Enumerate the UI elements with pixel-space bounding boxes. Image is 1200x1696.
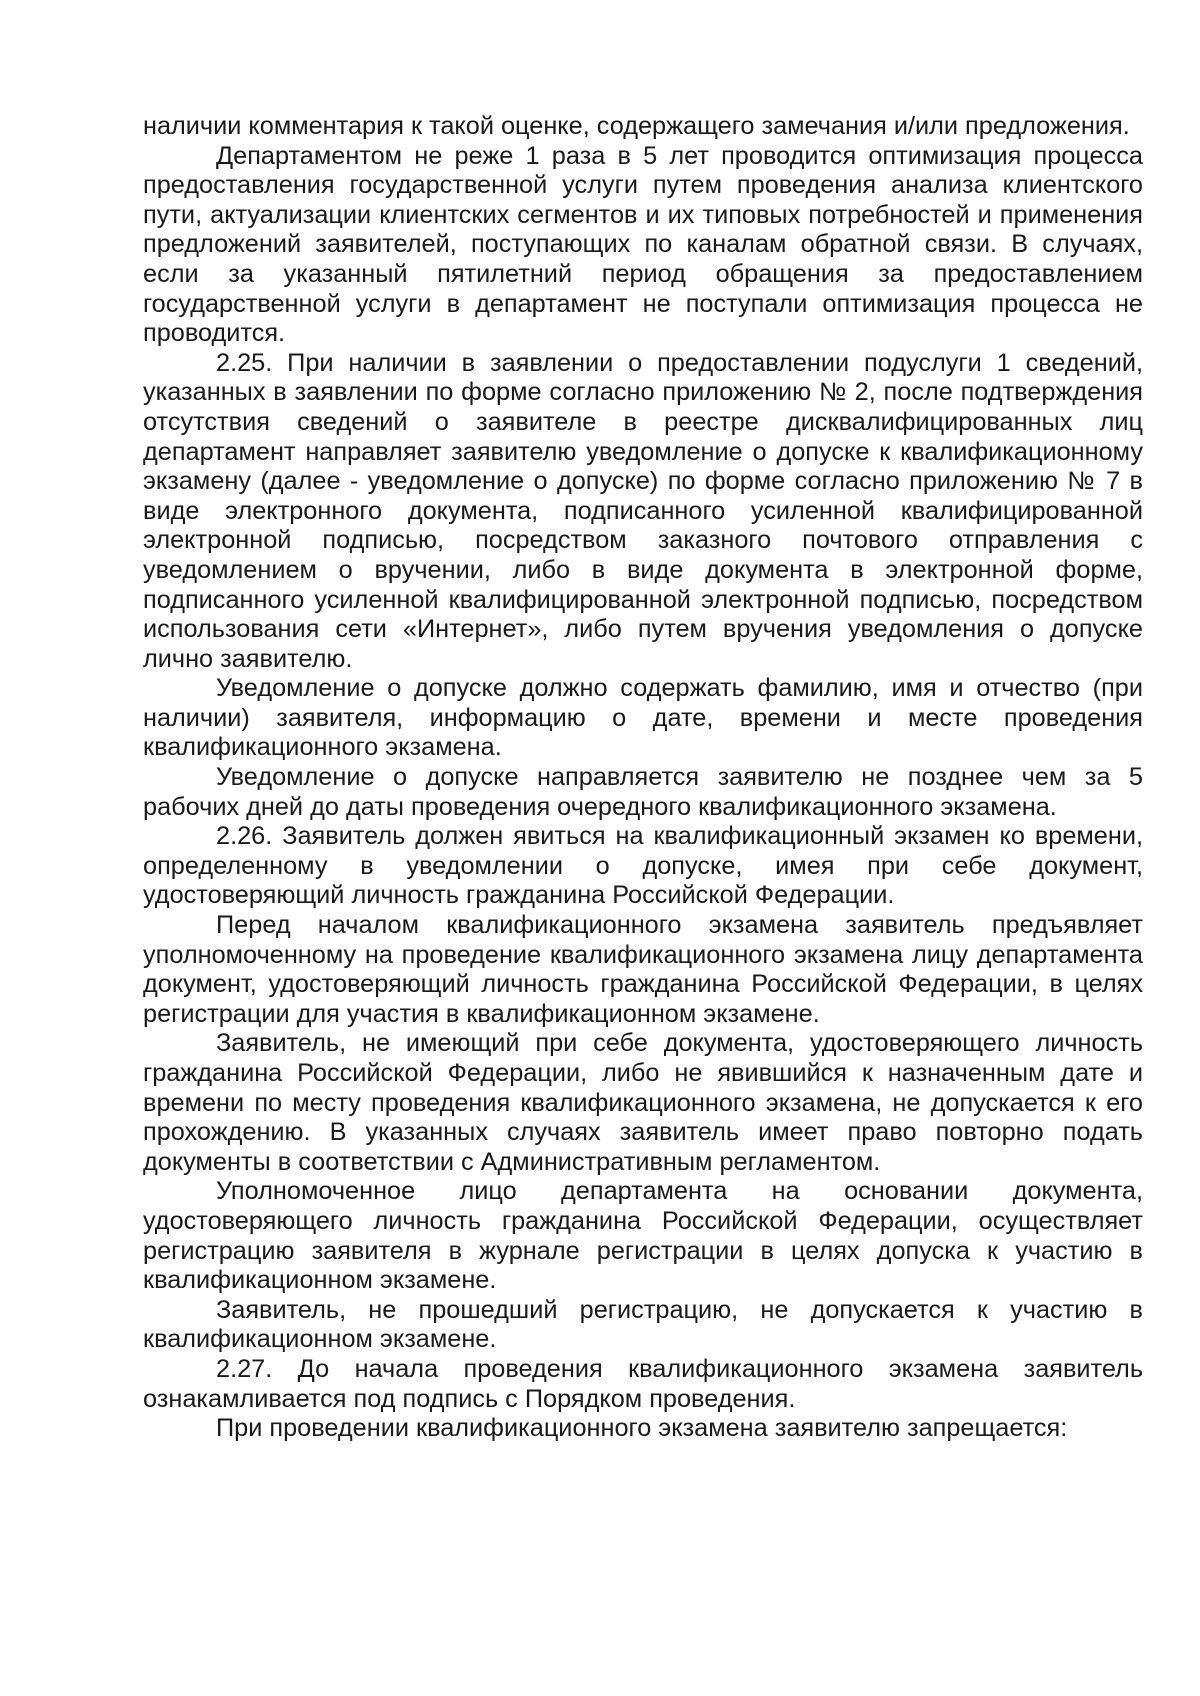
paragraph-9: Уполномоченное лицо департамента на основании документа, удостоверяющего личность гражданина Российской Федерации, осуществляет регистрацию заявителя в журнале регистрации в целях допуска к участию в квалификационном экзамене. <box>143 1177 1143 1295</box>
paragraph-4: Уведомление о допуске должно содержать фамилию, имя и отчество (при наличии) заявителя, информацию о дате, времени и месте проведения квалификационного экзамена. <box>143 674 1143 762</box>
paragraph-12: При проведении квалификационного экзамена заявителю запрещается: <box>216 1414 1068 1443</box>
paragraph-6: 2.26. Заявитель должен явиться на квалификационный экзамен ко времени, определенному в уведомлении о допуске, имея при себе документ, удостоверяющий личность гражданина Российской Федерации. <box>143 822 1143 910</box>
document-page <box>143 112 1143 1444</box>
paragraph-11: 2.27. До начала проведения квалификационного экзамена заявитель ознакамливается под подпись с Порядком проведения. <box>143 1354 1143 1413</box>
paragraph-8: Заявитель, не имеющий при себе документа, удостоверяющего личность гражданина Российской Федерации, либо не явившийся к назначенным дате и времени по месту проведения квалификационного экзамена, не допускается к его прохождению. В указанных случаях заявитель имеет право повторно подать документы в соответствии с Административным регламентом. <box>143 1029 1143 1176</box>
paragraph-5: Уведомление о допуске направляется заявителю не позднее чем за 5 рабочих дней до даты проведения очередного квалификационного экзамена. <box>143 763 1143 821</box>
paragraph-1: наличии комментария к такой оценке, содержащего замечания и/или предложения. <box>143 112 1130 140</box>
paragraph-10: Заявитель, не прошедший регистрацию, не допускается к участию в квалификационном экзамене. <box>143 1295 1143 1354</box>
paragraph-3: 2.25. При наличии в заявлении о предоставлении подуслуги 1 сведений, указанных в заявлении по форме согласно приложению № 2, после подтверждения отсутствия сведений о заявителе в реестре дисквалифицированных лиц департамент направляет заявителю уведомление о допуске к квалификационному экзамену (далее - уведомление о допуске) по форме согласно приложению № 7 в виде электронного документа, подписанного усиленной квалифицированной электронной подписью, посредством заказного почтового отправления с уведомлением о вручении, либо в виде документа в электронной форме, подписанного усиленной квалифицированной электронной подписью, посредством использования сети «Интернет», либо путем вручения уведомления о допуске лично заявителю. <box>143 348 1143 673</box>
paragraph-7: Перед началом квалификационного экзамена заявитель предъявляет уполномоченному на проведение квалификационного экзамена лицу департамента документ, удостоверяющий личность гражданина Российской Федерации, в целях регистрации для участия в квалификационном экзамене. <box>143 911 1143 1028</box>
paragraph-2: Департаментом не реже 1 раза в 5 лет проводится оптимизация процесса предоставления государственной услуги путем проведения анализа клиентского пути, актуализации клиентских сегментов и их типовых потребностей и применения предложений заявителей, поступающих по каналам обратной связи. В случаях, если за указанный пятилетний период обращения за предоставлением государственной услуги в департамент не поступали оптимизация процесса не проводится. <box>143 141 1143 348</box>
